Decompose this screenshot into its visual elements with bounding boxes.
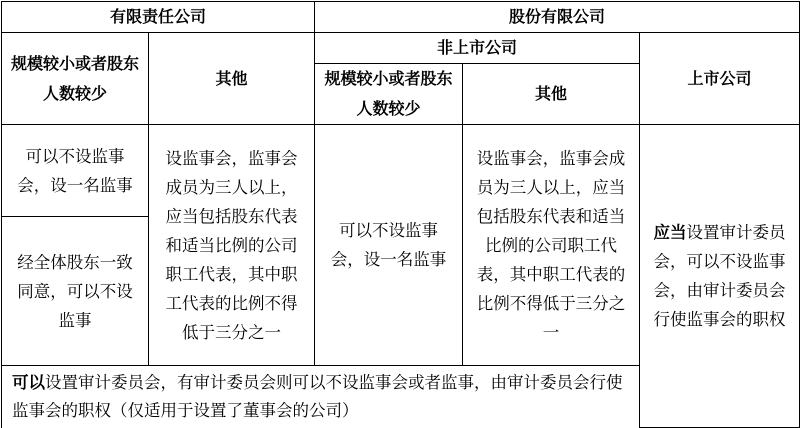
- footer-note: [2, 366, 640, 428]
- header-llc-small: 规模较小或者股东人数较少: [2, 33, 149, 125]
- llc-small-cell-b: 经全体股东一致同意，可以不设监事: [2, 217, 149, 366]
- listed-cell: [640, 125, 800, 428]
- header-llc: 有限责任公司: [2, 2, 315, 33]
- company-supervision-table: [1, 1, 800, 428]
- header-non-listed: 非上市公司: [315, 33, 640, 64]
- footer-text: 设置审计委员会，有审计委员会则可以不设监事会或者监事，由审计委员会行使监事会的职权（仅适用于设置了董事会的公司）: [12, 372, 623, 420]
- llc-small-cell-a: 可以不设监事会，设一名监事: [2, 125, 149, 217]
- header-jsc: 股份有限公司: [315, 2, 800, 33]
- jsc-other-cell: 设监事会，监事会成员为三人以上，应当包括股东代表和适当比例的公司职工代表，其中职工代表的比例不得低于三分之一: [463, 125, 640, 366]
- llc-other-cell: 设监事会，监事会成员为三人以上，应当包括股东代表和适当比例的公司职工代表，其中职工代表的比例不得低于三分之一: [149, 125, 315, 366]
- header-jsc-small: 规模较小或者股东人数较少: [315, 64, 463, 125]
- listed-cell-text: 设置审计委员会，可以不设监事会，由审计委员会行使监事会的职权: [653, 223, 786, 329]
- listed-cell-emphasis: 应当: [653, 223, 687, 242]
- header-jsc-other: 其他: [463, 64, 640, 125]
- jsc-small-cell: 可以不设监事会，设一名监事: [315, 125, 463, 366]
- footer-emphasis: 可以: [12, 372, 45, 392]
- header-llc-other: 其他: [149, 33, 315, 125]
- header-listed: 上市公司: [640, 33, 800, 125]
